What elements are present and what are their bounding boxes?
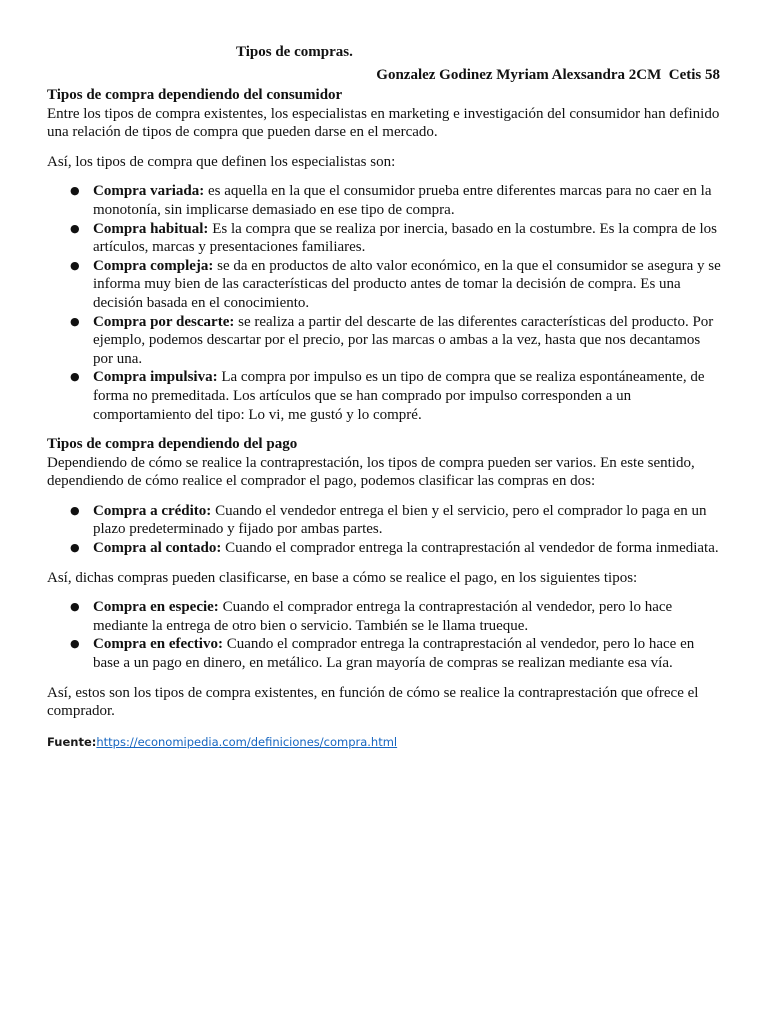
paragraph-closing: Así, estos son los tipos de compra existentes, en función de cómo se realice la contraprestación que ofrece el comprador. [47,684,699,720]
list-item-term: Compra compleja: [93,257,214,274]
list-payment-method-types [47,598,723,672]
document-body [47,86,723,750]
list-item-text: es aquella en la que el consumidor prueba entre diferentes marcas para no caer en la monotonía, sin implicarse demasiado en ese tipo de compra. [93,183,712,218]
list-item-term: Compra a crédito: [93,502,212,519]
section-heading-consumer: Tipos de compra dependiendo del consumidor [47,87,343,103]
paragraph-payment-lead: Así, dichas compras pueden clasificarse, en base a cómo se realice el pago, en los siguientes tipos: [47,569,638,586]
bullet-icon: ● [70,541,80,555]
bullet-icon: ● [70,637,80,651]
author-line: Gonzalez Godinez Myriam Alexsandra 2CM Cetis 58 [376,67,720,83]
bullet-icon: ● [70,314,80,328]
paragraph-consumer-lead: Así, los tipos de compra que definen los especialistas son: [47,153,396,170]
bullet-icon: ● [70,503,80,517]
bullet-icon: ● [70,600,80,614]
list-item-text: Cuando el comprador entrega la contraprestación al vendedor de forma inmediata. [221,540,719,557]
bullet-icon: ● [70,370,80,384]
list-item [47,182,723,219]
bullet-icon: ● [70,221,80,235]
bullet-icon: ● [70,184,80,198]
bullet-icon: ● [70,258,80,272]
list-item-text: La compra por impulso es un tipo de compra que se realiza espontáneamente, de forma no premeditada. Los artículos que se han comprado por impulso corresponden a un comportamiento del tipo: Lo vi, me gustó y lo compré. [93,369,705,423]
list-item-text: Cuando el vendedor entrega el bien y el servicio, pero el comprador lo paga en un plazo predeterminado y fijado por ambas partes. [93,502,707,538]
list-item [47,635,723,672]
list-item [47,368,723,424]
list-item-text: se realiza a partir del descarte de las diferentes características del producto. Por ejemplo, podemos descartar por el precio, por las marcas o ambas a la vez, hasta que nos decantamos por una. [93,313,714,367]
list-item [47,257,723,313]
list-item-term: Compra variada: [93,183,205,200]
section-heading-payment: Tipos de compra dependiendo del pago [47,436,298,453]
list-item-term: Compra en especie: [93,599,219,616]
source-label: Fuente: [47,734,97,749]
list-item-term: Compra impulsiva: [93,369,218,386]
list-item-term: Compra por descarte: [93,313,235,330]
list-item-text: Cuando el comprador entrega la contraprestación al vendedor, pero lo hace en base a un pago en dinero, en metálico. La gran mayoría de compras se realizan mediante esa vía. [93,636,695,672]
paragraph-consumer-intro: Entre los tipos de compra existentes, los especialistas en marketing e investigación del consumidor han definido una relación de tipos de compra que pueden darse en el mercado. [47,105,720,141]
source-link[interactable]: https://economipedia.com/definiciones/compra.html [96,734,398,749]
source-line [47,734,723,750]
list-item-text: Es la compra que se realiza por inercia, basado en la costumbre. Es la compra de los artículos, marcas y presentaciones familiares. [93,220,717,256]
list-item [47,220,723,257]
list-item [47,313,723,369]
list-item [47,598,723,635]
list-payment-types [47,502,723,558]
list-item-term: Compra al contado: [93,540,222,557]
list-item-term: Compra habitual: [93,220,209,237]
list-item [47,539,723,558]
paragraph-payment-intro: Dependiendo de cómo se realice la contraprestación, los tipos de compra pueden ser varios. En este sentido, dependiendo de cómo realice el comprador el pago, podemos clasificar las compras en dos: [47,454,695,490]
list-item-text: Cuando el comprador entrega la contraprestación al vendedor, pero lo hace mediante la entrega de otro bien o servicio. También se le llama trueque. [93,599,673,634]
list-item-text: se da en productos de alto valor económico, en la que el consumidor se asegura y se informa muy bien de las características del producto antes de tomar la decisión de compra. Es una decisión basada en el conocimiento. [93,257,721,311]
list-item-term: Compra en efectivo: [93,636,223,653]
document-title: Tipos de compras. [236,44,353,60]
list-consumer-types [47,182,723,424]
list-item [47,502,723,539]
